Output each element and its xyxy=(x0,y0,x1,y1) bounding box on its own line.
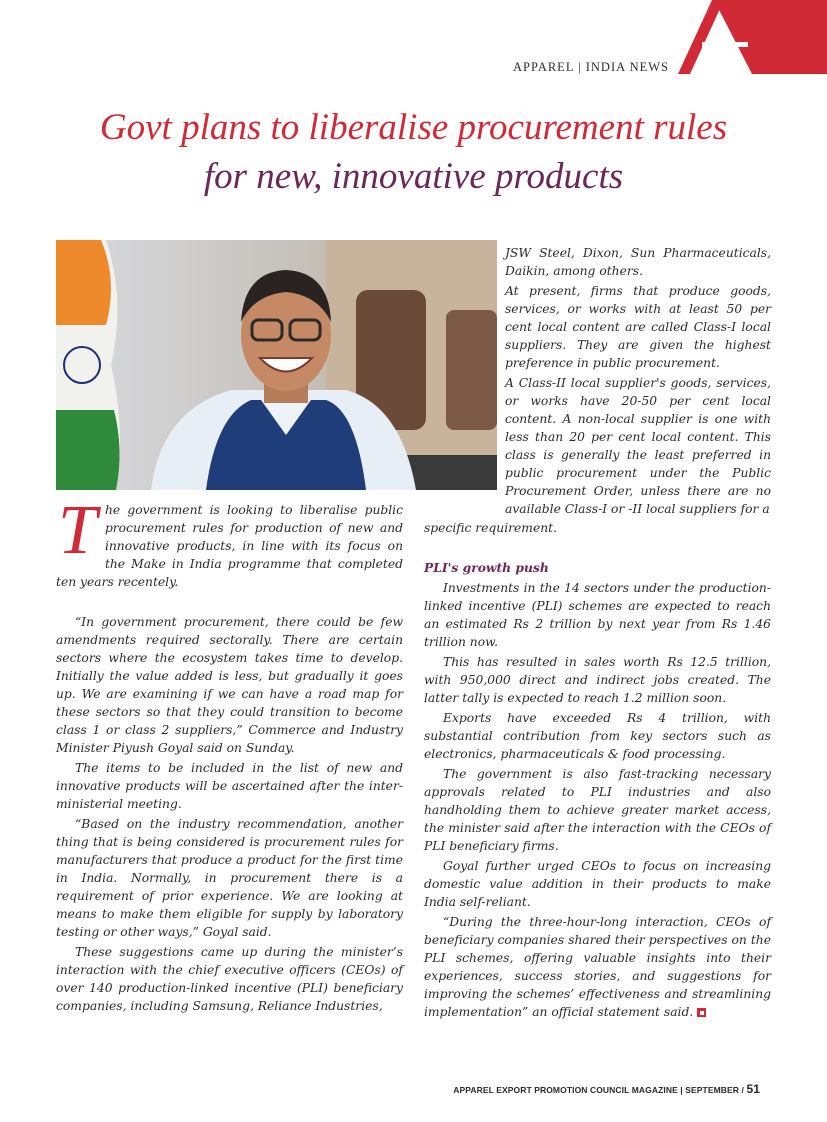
right-column xyxy=(424,559,771,1023)
paragraph-text: “During the three-hour-long interaction, CEOs of beneficiary companies shared their perspectives on the PLI schemes, offering valuable insights into their experiences, success stories, and suggestions for improving the schemes’ effectiveness and streamlining implementation” an official statement said. xyxy=(424,915,771,1019)
paragraph: “In government procurement, there could be few amendments required sectorally. There are certain sectors where the ecosystem takes time to develop. Initially the value added is less, but gradually it goes up. We are examining if we can have a road map for these sectors so that they could transition to become class 1 or class 2 suppliers,” Commerce and Industry Minister Piyush Goyal said on Sunday. xyxy=(56,615,403,755)
magazine-logo-icon xyxy=(678,0,827,74)
subheading: PLI's growth push xyxy=(424,560,549,575)
right-column-top xyxy=(505,244,771,520)
headline-line-1: Govt plans to liberalise procurement rules xyxy=(99,107,728,148)
drop-cap: T xyxy=(58,492,97,569)
paragraph: This has resulted in sales worth Rs 12.5 trillion, with 950,000 direct and indirect jobs created. The latter tally is expected to reach 1.2 million soon. xyxy=(424,655,771,705)
paragraph: Goyal further urged CEOs to focus on increasing domestic value addition in their products to make India self-reliant. xyxy=(424,859,771,909)
paragraph: The items to be included in the list of new and innovative products will be ascertained after the inter-ministerial meeting. xyxy=(56,761,403,811)
article-photo xyxy=(56,240,497,490)
page-footer xyxy=(453,1082,760,1096)
paragraph: “Based on the industry recommendation, another thing that is being considered is procurement rules for manufacturers that produce a product for the first time in India. Normally, in procurement there is a requirement of prior experience. We are looking at means to make them eligible for supply by laboratory testing or other ways,” Goyal said. xyxy=(56,817,403,939)
paragraph: At present, firms that produce goods, services, or works with at least 50 per cent local content are called Class-I local suppliers. They are given the highest preference in public procurement. xyxy=(505,284,771,370)
page-number: 51 xyxy=(746,1082,760,1096)
paragraph: A Class-II local supplier's goods, services, or works have 20-50 per cent local content. A non-local supplier is one with less than 20 per cent local content. This class is generally the least preferred in public procurement under the Public Procurement Order, unless there are no available Class-I or -II local suppliers for a xyxy=(505,376,771,516)
footer-magazine: APPAREL EXPORT PROMOTION COUNCIL MAGAZINE | SEPTEMBER / xyxy=(453,1085,744,1095)
lead-paragraph xyxy=(56,492,403,591)
paragraph: Investments in the 14 sectors under the production-linked incentive (PLI) schemes are expected to reach an estimated Rs 2 trillion by next year from Rs 1.46 trillion now. xyxy=(424,581,771,649)
left-column xyxy=(56,613,403,1017)
paragraph: The government is also fast-tracking necessary approvals related to PLI industries and also handholding them to achieve greater market access, the minister said after the interaction with the CEOs of PLI beneficiary firms. xyxy=(424,767,771,853)
section-label: APPAREL | INDIA NEWS xyxy=(513,60,669,74)
paragraph: Exports have exceeded Rs 4 trillion, with substantial contribution from key sectors such as electronics, pharmaceuticals & food processing. xyxy=(424,711,771,761)
paragraph: These suggestions came up during the minister’s interaction with the chief executive officers (CEOs) of over 140 production-linked incentive (PLI) beneficiary companies, including Samsung, Reliance Industries, xyxy=(56,945,403,1013)
headline-line-2: for new, innovative products xyxy=(203,156,624,197)
end-mark-icon xyxy=(697,1008,706,1017)
paragraph: JSW Steel, Dixon, Sun Pharmaceuticals, Daikin, among others. xyxy=(505,246,771,278)
paragraph-last xyxy=(424,913,771,1021)
lead-text: he government is looking to liberalise public procurement rules for production of new and innovative products, in line with its focus on the Make in India programme that completed ten years recentely. xyxy=(56,503,403,589)
paragraph-continuation: specific requirement. xyxy=(424,521,558,535)
